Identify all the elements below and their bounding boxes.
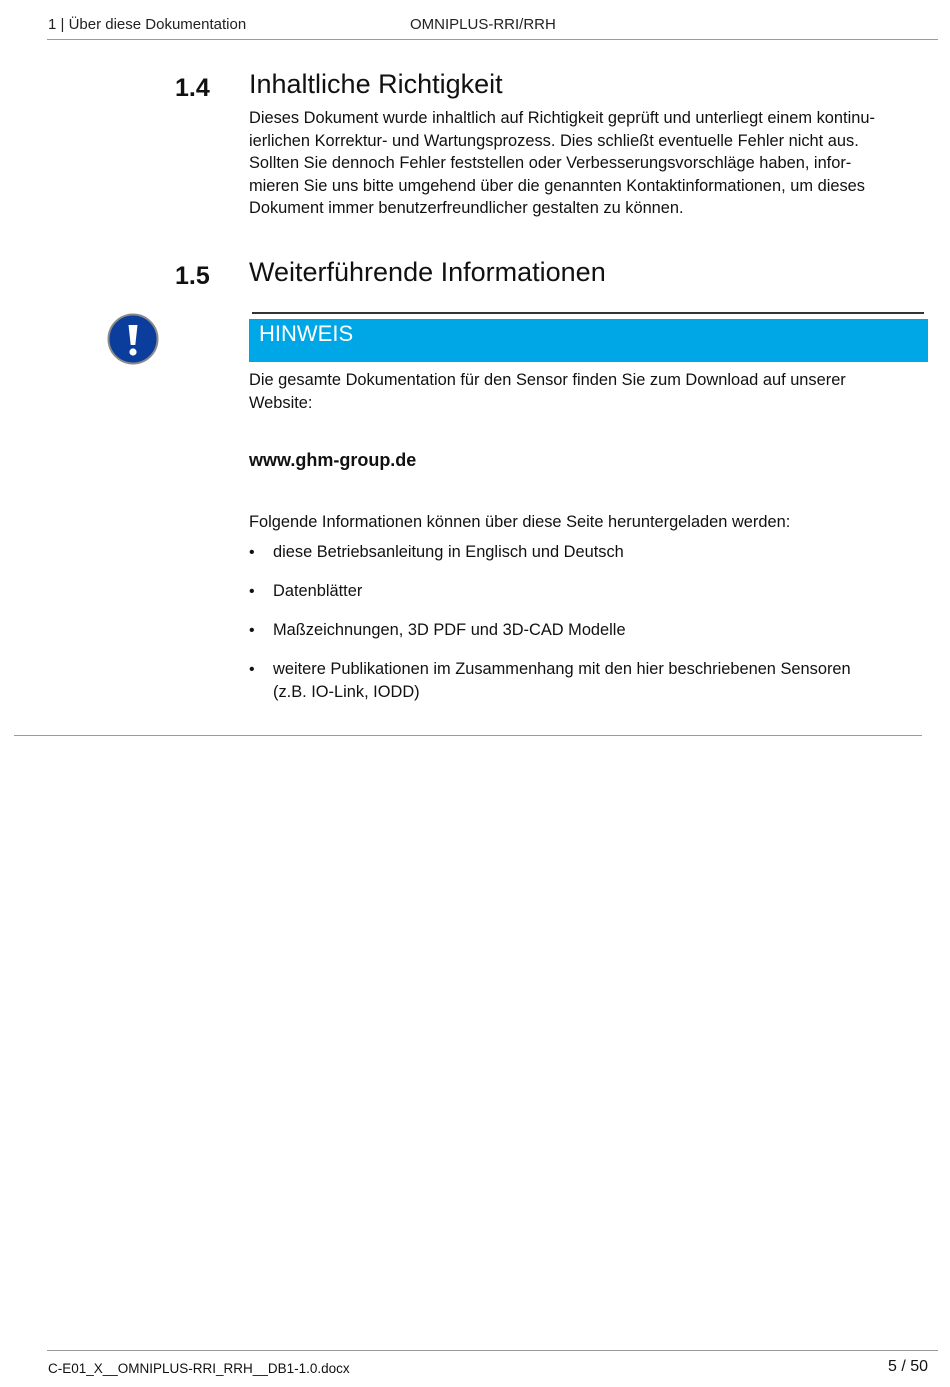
list-intro: Folgende Informationen können über diese Seite heruntergeladen werden: [249,513,791,531]
notice-label: HINWEIS [259,321,354,346]
list-item-text: diese Betriebsanleitung in Englisch und Deutsch [273,543,624,561]
section-number-1-5: 1.5 [175,262,210,290]
list-item [249,619,929,642]
download-list [249,541,929,720]
header-rule [47,39,938,40]
section-number-1-4: 1.4 [175,74,210,102]
notice-banner [249,319,928,362]
content-end-rule [14,735,922,736]
bullet-icon: • [249,622,255,639]
paragraph-line: Die gesamte Dokumentation für den Sensor finden Sie zum Download auf unserer [249,371,846,389]
list-item-text: weitere Publikationen im Zusammenhang mit den hier beschriebenen Sensoren [273,660,851,678]
paragraph-line: Website: [249,393,313,412]
section-title-1-4: Inhaltliche Richtigkeit [249,69,503,99]
paragraph-line: mieren Sie uns bitte umgehend über die genannten Kontaktinformationen, um dieses [249,176,865,195]
website-link[interactable]: www.ghm-group.de [249,450,417,470]
paragraph-line: ierlichen Korrektur- und Wartungsprozess. Dies schließt eventuelle Fehler nicht aus. [249,131,859,150]
paragraph-line: Sollten Sie dennoch Fehler feststellen oder Verbesserungsvorschläge haben, infor- [249,154,852,172]
bullet-icon: • [249,544,255,561]
section-title-1-5: Weiterführende Informationen [249,257,606,287]
paragraph-line: Dieses Dokument wurde inhaltlich auf Richtigkeit geprüft und unterliegt einem kontinu- [249,109,875,127]
list-item-text: (z.B. IO-Link, IODD) [273,683,420,701]
exclamation-mandatory-icon [107,313,159,365]
footer-filename: C-E01_X__OMNIPLUS-RRI_RRH__DB1-1.0.docx [48,1361,350,1376]
paragraph-line: Dokument immer benutzerfreundlicher gestalten zu können. [249,199,684,217]
section-1-4-paragraph [249,107,929,220]
footer-rule [47,1350,938,1351]
list-item [249,658,929,704]
list-item [249,580,929,603]
notice-top-rule [252,312,924,314]
list-item-text: Datenblätter [273,582,363,600]
bullet-icon: • [249,661,255,678]
bullet-icon: • [249,583,255,600]
header-product: OMNIPLUS-RRI/RRH [410,16,556,33]
notice-intro-paragraph [249,369,929,414]
header-chapter: 1 | Über diese Dokumentation [48,16,247,33]
list-item-text: Maßzeichnungen, 3D PDF und 3D-CAD Modelle [273,621,626,639]
list-item [249,541,929,564]
footer-page-number: 5 / 50 [887,1358,928,1375]
